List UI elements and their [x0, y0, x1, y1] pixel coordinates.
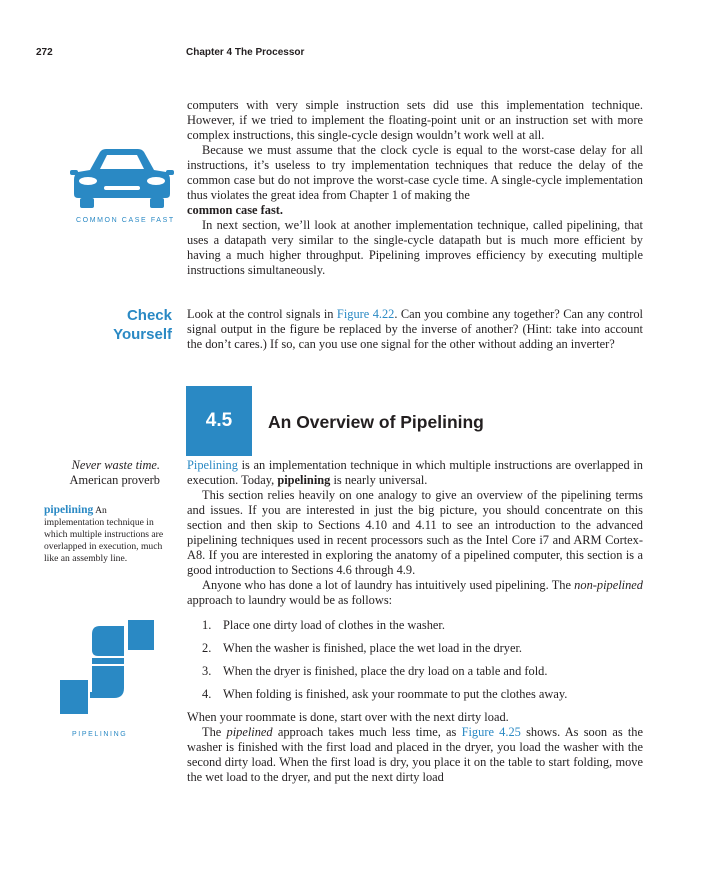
list-number: 1. — [202, 618, 212, 632]
paragraph: Because we must assume that the clock cycle is equal to the worst-case delay for all instructions, it’s useless to try implementation techniques that reduce the delay of the common case but do not improve the worst-case cycle time. A single-cycle implementation thus violates the great idea from Chapter 1 of making the — [187, 143, 643, 202]
page-number: 272 — [36, 47, 53, 58]
section-body — [187, 458, 643, 785]
pipelining-term-link[interactable]: Pipelining — [187, 458, 238, 472]
section-number: 4.5 — [186, 386, 252, 456]
yourself-label: Yourself — [113, 326, 172, 343]
body-bold: pipelining — [277, 473, 331, 487]
car-caption: COMMON CASE FAST — [76, 217, 175, 224]
check-yourself-text — [187, 307, 643, 352]
paragraph: When your roommate is done, start over with the next dirty load. — [187, 710, 509, 724]
body-text: is an implementation technique in which multiple instructions are overlapped in execution. Today, — [187, 458, 643, 487]
list-number: 4. — [202, 687, 212, 701]
epigraph — [40, 458, 160, 488]
laundry-steps-list — [187, 618, 643, 702]
list-number: 2. — [202, 641, 212, 655]
body-text: approach takes much less time, as — [272, 725, 462, 739]
check-label: Check — [126, 307, 172, 324]
paragraph: computers with very simple instruction sets did use this implementation technique. However, if we tried to implement the floating-point unit or an instruction set with more complex instructions, this single-cycle design wouldn’t work well at all. — [187, 98, 643, 142]
body-text: approach to laundry would be as follows: — [187, 593, 393, 607]
glossary-definition: An implementation technique in which multiple instructions are overlapped in execution, much like an assembly line. — [44, 505, 164, 564]
paragraph-bold: common case fast. — [187, 203, 284, 217]
list-text: When folding is finished, ask your roommate to put the clothes away. — [223, 687, 568, 701]
chapter-header: Chapter 4 The Processor — [186, 47, 305, 58]
body-text: The — [202, 725, 227, 739]
list-item — [187, 618, 643, 633]
figure-ref-4-22[interactable]: Figure 4.22 — [336, 307, 395, 321]
glossary-term: pipelining — [44, 504, 94, 516]
paragraph: In next section, we’ll look at another implementation technique, called pipelining, that uses a datapath very similar to the single-cycle datapath but is much more efficient by having a much higher throughput. Pipelining improves efficiency by executing multiple instructions simultaneously. — [187, 218, 643, 277]
list-item — [187, 664, 643, 679]
car-icon — [70, 146, 174, 217]
check-text: . Can you combine any together? Can any control signal output in the figure be replaced by the inverse of another? (Hint: take into account the don’t cares.) If so, can you use one signal for the other without adding an inverter? — [187, 307, 643, 351]
body-italic: non-pipelined — [574, 578, 643, 592]
body-text: shows. As soon as the washer is finished with the first load and placed in the dryer, you load the washer with the second dirty load. When the first load is dry, you place it on the table to start folding, move the wet load to the dryer, and put the next dirty load — [187, 725, 644, 784]
list-text: When the washer is finished, place the wet load in the dryer. — [223, 641, 522, 655]
list-item — [187, 687, 643, 702]
body-text: is nearly universal. — [330, 473, 428, 487]
body-italic: pipelined — [226, 725, 273, 739]
body-text: Anyone who has done a lot of laundry has intuitively used pipelining. The — [202, 578, 575, 592]
list-number: 3. — [202, 664, 212, 678]
check-yourself-label — [70, 306, 172, 344]
pipe-caption: PIPELINING — [72, 731, 128, 738]
list-text: Place one dirty load of clothes in the washer. — [223, 618, 445, 632]
list-text: When the dryer is finished, place the dry load on a table and fold. — [223, 664, 548, 678]
list-item — [187, 641, 643, 656]
figure-ref-4-25[interactable]: Figure 4.25 — [461, 725, 521, 739]
paragraph: This section relies heavily on one analogy to give an overview of the pipelining terms and issues. If you are interested in just the big picture, you should concentrate on this section and then skip to Sections 4.10 and 4.11 to see an introduction to the advanced pipelining techniques used in recent processors such as the Intel Core i7 and ARM Cortex-A8. If you are interested in exploring the anatomy of a pipelined computer, this section is a good introduction to Sections 4.6 through 4.9. — [187, 488, 643, 577]
intro-text — [187, 98, 643, 278]
section-title: An Overview of Pipelining — [268, 412, 484, 432]
check-text: Look at the control signals in — [187, 307, 337, 321]
quote-attribution: American proverb — [69, 473, 160, 487]
pipe-icon — [58, 606, 158, 723]
quote-text: Never waste time. — [71, 458, 160, 472]
glossary-entry — [44, 504, 164, 565]
